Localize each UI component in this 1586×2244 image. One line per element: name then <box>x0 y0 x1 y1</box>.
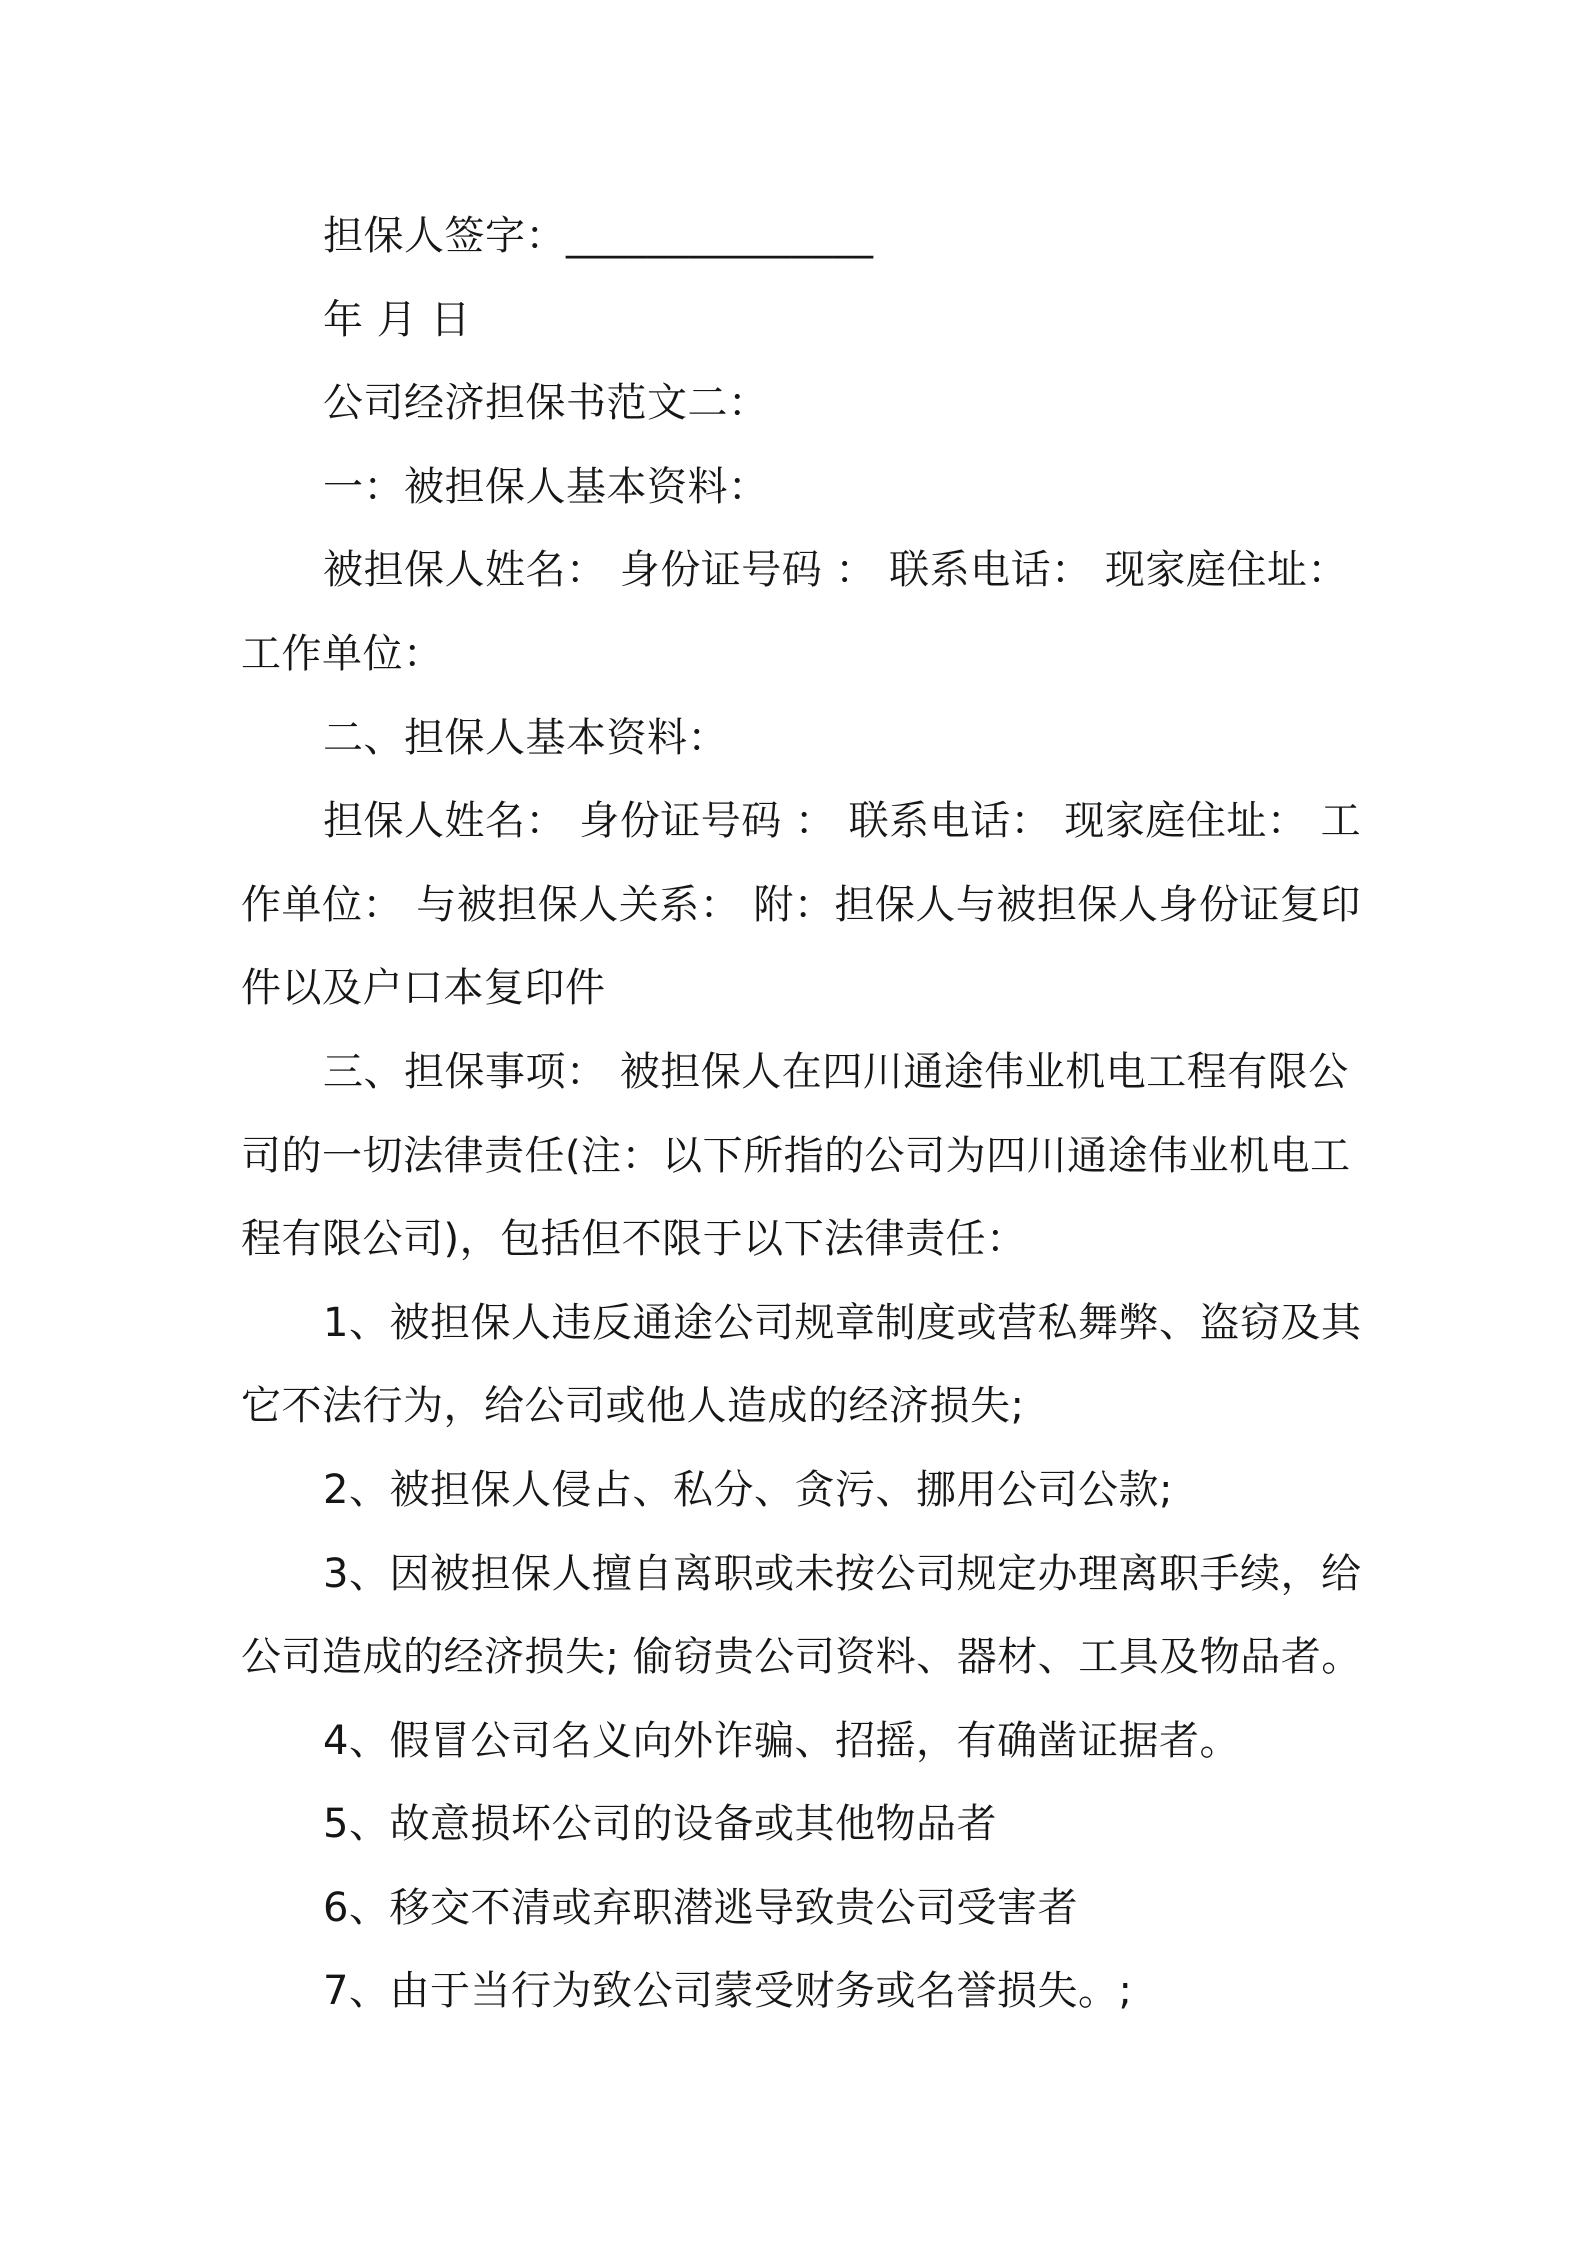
clause-1: 1、被担保人违反通途公司规章制度或营私舞弊、盗窃及其 <box>323 1299 1362 1346</box>
clause-6: 6、移交不清或弃职潜逃导致贵公司受害者 <box>323 1884 1078 1931</box>
clause-2: 2、被担保人侵占、私分、贪污、挪用公司公款; <box>323 1466 1173 1513</box>
guarantor-info-fields-cont-2: 件以及户口本复印件 <box>241 965 606 1012</box>
date-line: 年 月 日 <box>323 296 471 343</box>
section-title: 公司经济担保书范文二： <box>323 380 769 427</box>
clause-7: 7、由于当行为致公司蒙受财务或名誉损失。; <box>323 1968 1133 2015</box>
clause-3: 3、因被担保人擅自离职或未按公司规定办理离职手续，给 <box>323 1550 1362 1597</box>
guarantor-signature-line: 担保人签字：_______________ <box>323 213 874 259</box>
clause-1-cont: 它不法行为，给公司或他人造成的经济损失; <box>241 1383 1025 1430</box>
heading-guarantee-matters: 三、担保事项： 被担保人在四川通途伟业机电工程有限公 <box>323 1048 1349 1095</box>
document-body <box>241 195 1362 2034</box>
guarantee-matters-cont: 司的一切法律责任(注：以下所指的公司为四川通途伟业机电工 <box>241 1132 1351 1179</box>
guarantor-info-fields: 担保人姓名： 身份证号码 ： 联系电话： 现家庭住址： 工 <box>323 798 1362 845</box>
guarantee-matters-cont-2: 程有限公司)，包括但不限于以下法律责任： <box>241 1216 1027 1263</box>
insured-info-fields: 被担保人姓名： 身份证号码 ： 联系电话： 现家庭住址： <box>323 547 1348 594</box>
guarantor-info-fields-cont: 作单位： 与被担保人关系： 附：担保人与被担保人身份证复印 <box>241 881 1361 928</box>
insured-work-unit: 工作单位： <box>241 630 444 677</box>
heading-insured-info: 一：被担保人基本资料： <box>323 463 769 510</box>
clause-3-cont: 公司造成的经济损失; 偷窃贵公司资料、器材、工具及物品者。 <box>241 1634 1362 1681</box>
clause-5: 5、故意损坏公司的设备或其他物品者 <box>323 1801 997 1848</box>
heading-guarantor-info: 二、担保人基本资料： <box>323 714 728 761</box>
clause-4: 4、假冒公司名义向外诈骗、招摇，有确凿证据者。 <box>323 1717 1240 1764</box>
